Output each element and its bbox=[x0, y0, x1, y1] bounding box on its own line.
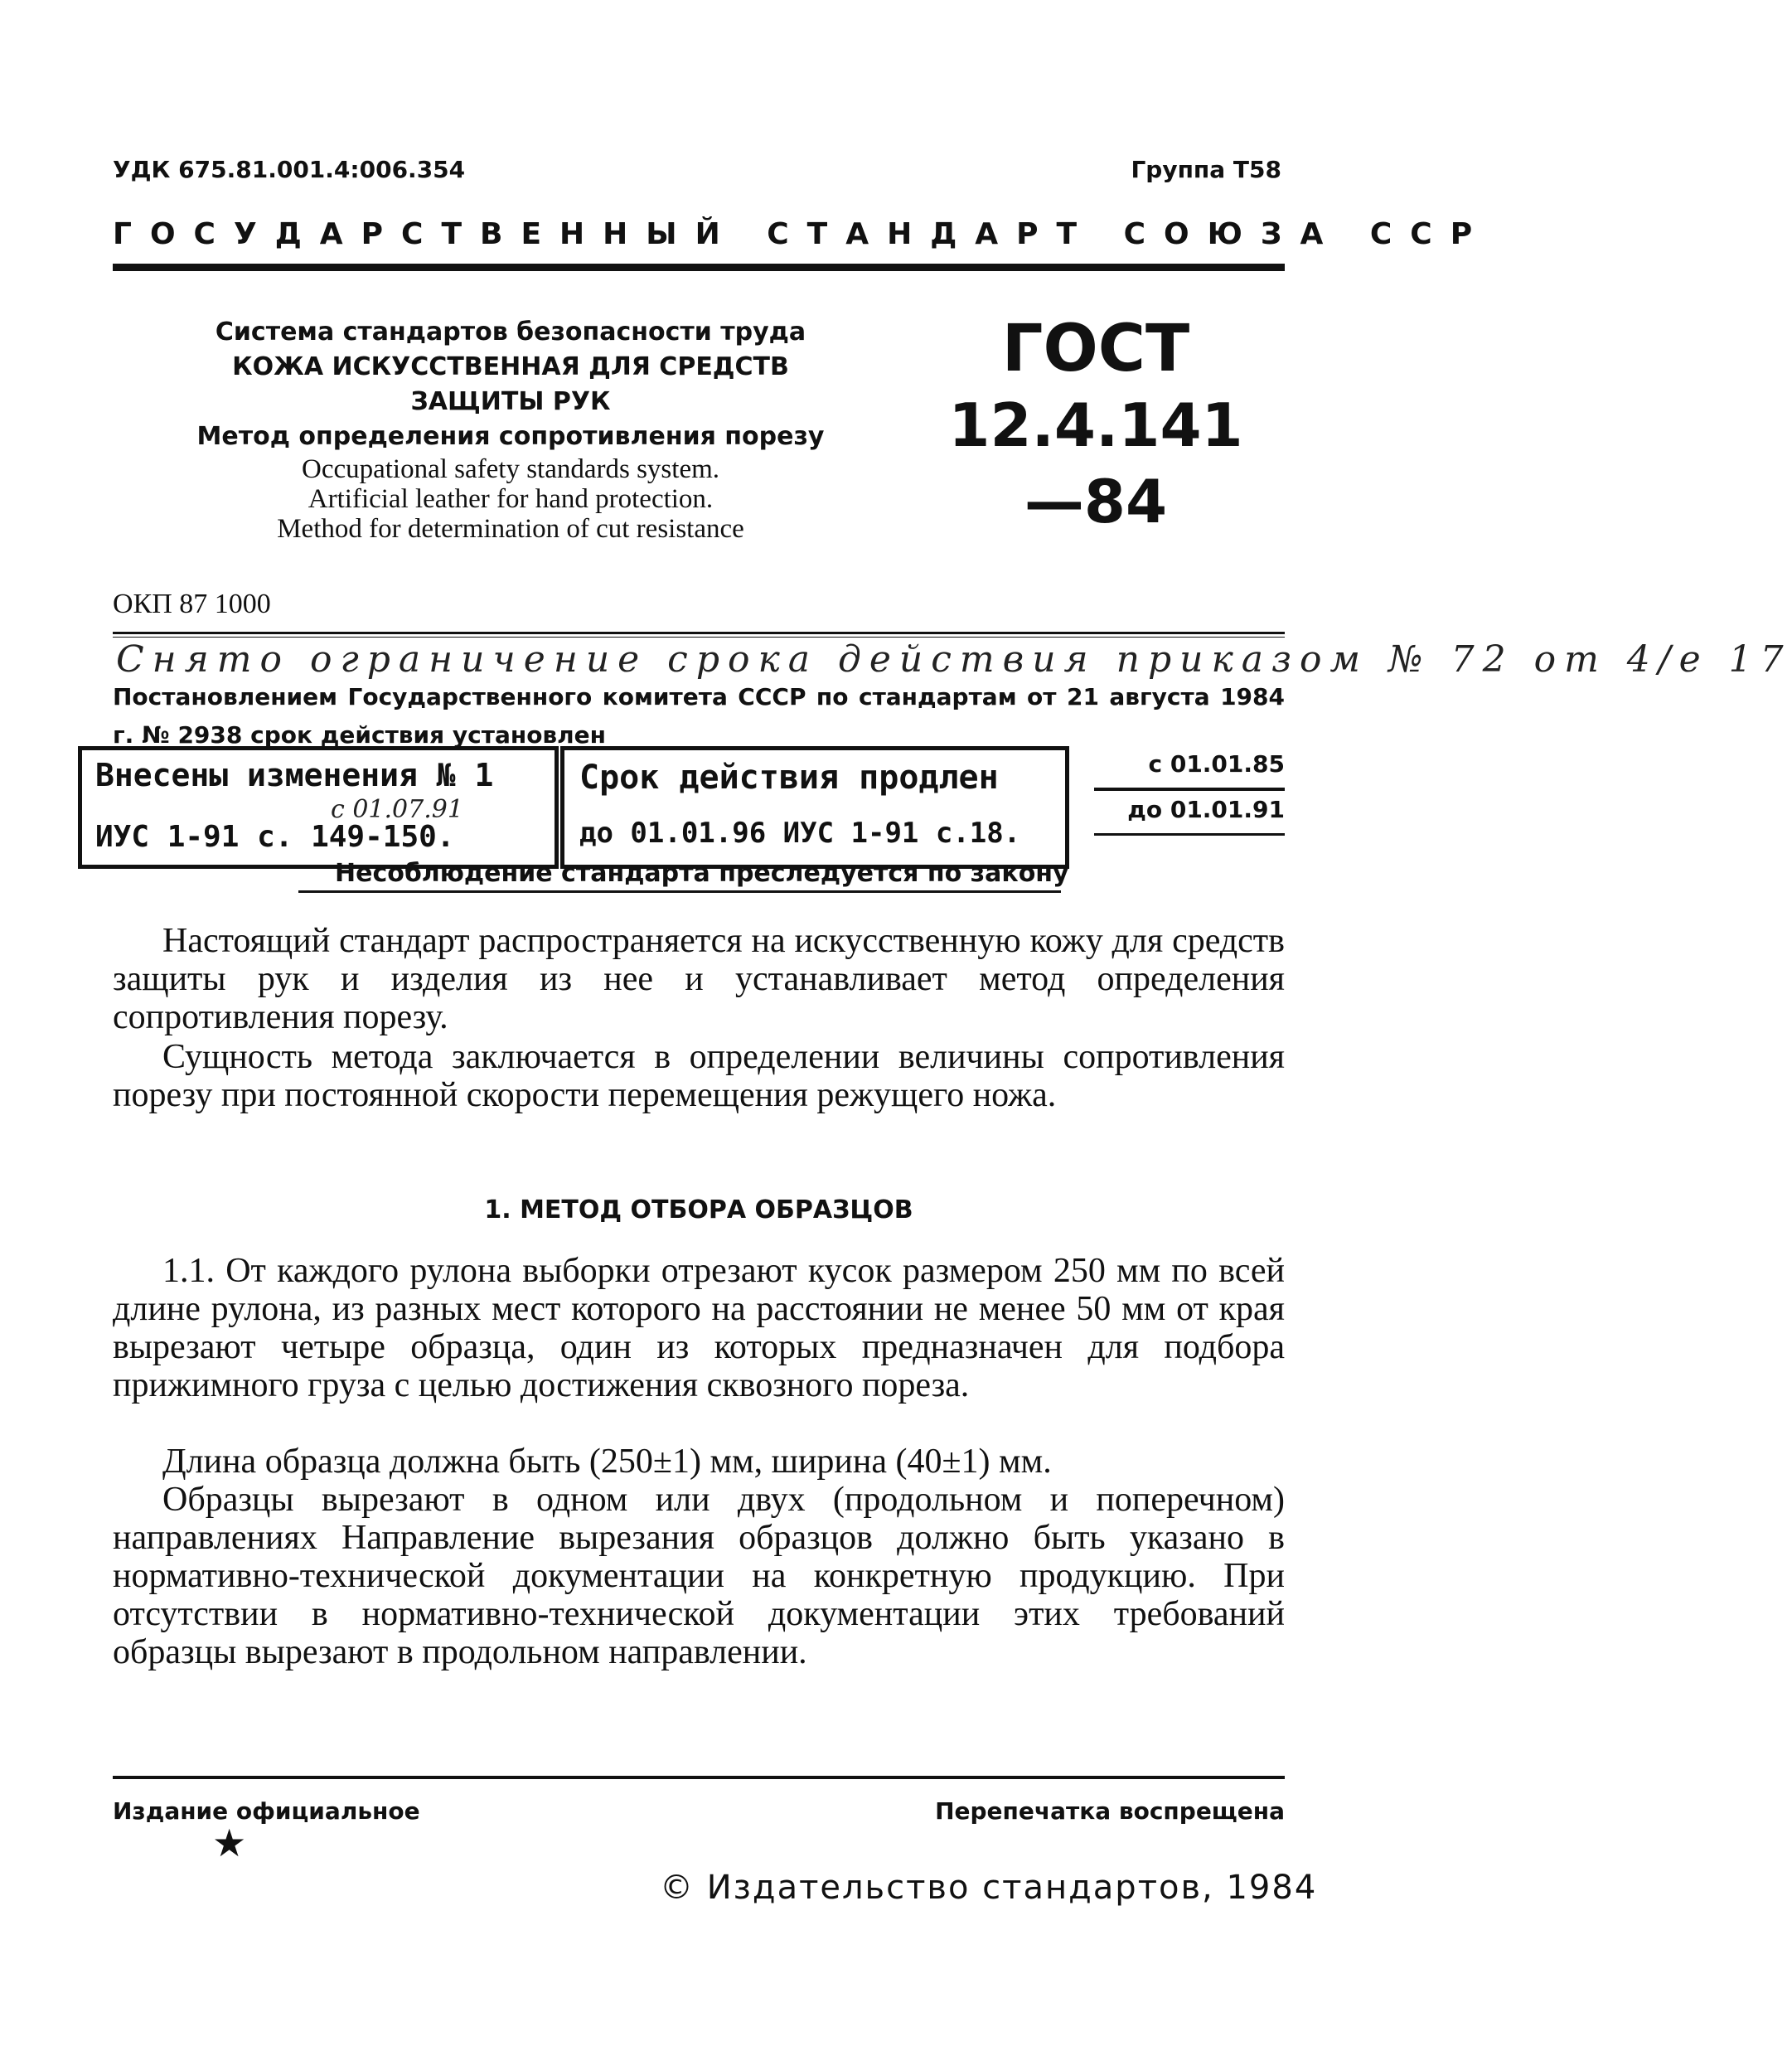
title-system: Система стандартов безопасности труда bbox=[215, 318, 806, 347]
title-name-line2: ЗАЩИТЫ РУК bbox=[410, 387, 611, 416]
handwritten-annotation: Снято ограничение срока действия приказом № 72 от 4/е 17 bbox=[116, 638, 1792, 681]
okp-divider-thin bbox=[113, 637, 1285, 638]
paragraph-sample-size: Длина образца должна быть (250±1) мм, ширина (40±1) мм. bbox=[162, 1443, 1052, 1481]
footer-divider bbox=[113, 1776, 1285, 1779]
okp-divider bbox=[113, 632, 1285, 634]
gost-number: 12.4.141—84 bbox=[948, 390, 1243, 536]
reprint-notice: Перепечатка воспрещена bbox=[935, 1797, 1285, 1825]
extension-stamp-line1: Срок действия продлен bbox=[579, 759, 999, 797]
paragraph-1-1: 1.1. От каждого рулона выборки отрезают кусок размером 250 мм по всей длине рулона, из разных мест которого на расстоянии не менее 50 мм от края вырезают четыре образца, один из которых предназначен для подбора прижимного груза с целью достижения сквозного пореза. bbox=[113, 1252, 1285, 1404]
changes-stamp-line1: Внесены изменения № 1 bbox=[95, 757, 494, 793]
title-en-line1: Occupational safety standards system. bbox=[301, 454, 720, 484]
title-block bbox=[196, 315, 826, 544]
law-divider bbox=[298, 890, 1061, 893]
extension-stamp bbox=[560, 746, 1069, 869]
validity-divider-bottom bbox=[1094, 833, 1285, 836]
title-method: Метод определения сопротивления порезу bbox=[196, 422, 825, 451]
official-edition: Издание официальное bbox=[113, 1797, 420, 1825]
validity-from: с 01.01.85 bbox=[1148, 750, 1285, 778]
gost-designation bbox=[922, 311, 1270, 540]
validity-to: до 01.01.91 bbox=[1127, 796, 1285, 823]
paragraph-essence: Сущность метода заключается в определении величины сопротивления порезу при постоянной скорости перемещения режущего ножа. bbox=[113, 1038, 1285, 1114]
paragraph-scope: Настоящий стандарт распространяется на искусственную кожу для средств защиты рук и изделия из нее и устанавливает метод определения сопротивления порезу. bbox=[113, 922, 1285, 1036]
law-notice: Несоблюдение стандарта преследуется по закону bbox=[335, 859, 1069, 888]
okp-code: ОКП 87 1000 bbox=[113, 589, 271, 619]
changes-stamp-line2: ИУС 1-91 с. 149-150. bbox=[95, 820, 455, 854]
group-code: Группа Т58 bbox=[1131, 156, 1281, 183]
validity-divider bbox=[1094, 788, 1285, 791]
title-en-line2: Artificial leather for hand protection. bbox=[308, 484, 714, 514]
changes-stamp-date: с 01.07.91 bbox=[331, 795, 463, 824]
header-divider bbox=[113, 264, 1285, 271]
paragraph-direction: Образцы вырезают в одном или двух (продольном и поперечном) направлениях Направление вырезания образцов должно быть указано в нормативно-технической документации на конкретную продукцию. При отсутствии в нормативно-технической документации этих требований образцы вырезают в продольном направлении. bbox=[113, 1481, 1285, 1671]
gost-label: ГОСТ bbox=[1001, 312, 1190, 386]
title-en-line3: Method for determination of cut resistance bbox=[277, 514, 744, 544]
title-name-line1: КОЖА ИСКУССТВЕННАЯ ДЛЯ СРЕДСТВ bbox=[232, 352, 789, 381]
section-title: 1. МЕТОД ОТБОРА ОБРАЗЦОВ bbox=[484, 1195, 913, 1224]
state-standard-title: ГОСУДАРСТВЕННЫЙ СТАНДАРТ СОЮЗА ССР bbox=[113, 217, 1491, 251]
changes-stamp bbox=[78, 746, 559, 869]
copyright-notice: © Издательство стандартов, 1984 bbox=[660, 1869, 1318, 1907]
udk-code: УДК 675.81.001.4:006.354 bbox=[113, 156, 466, 183]
decree-text: Постановлением Государственного комитета СССР по стандартам от 21 августа 1984 г. № 2938 срок действия установлен bbox=[113, 683, 1285, 749]
star-icon: ★ bbox=[212, 1821, 247, 1865]
extension-stamp-line2: до 01.01.96 ИУС 1-91 с.18. bbox=[579, 817, 1021, 850]
